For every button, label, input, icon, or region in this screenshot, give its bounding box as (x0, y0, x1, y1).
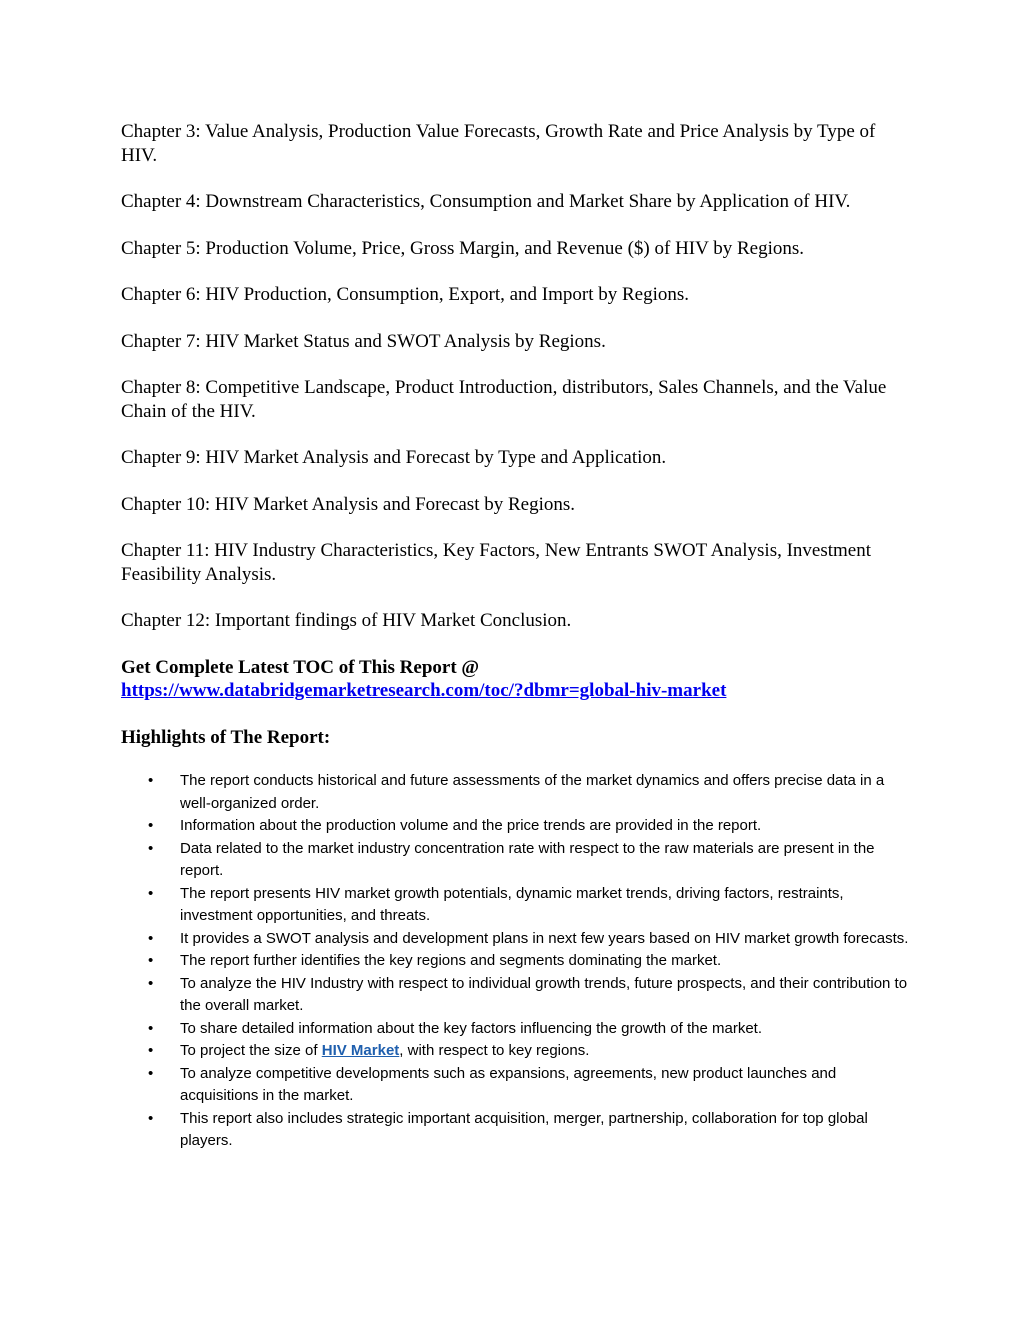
bullet-icon: • (148, 772, 154, 789)
list-item: • To analyze the HIV Industry with respect to individual growth trends, future prospects, and their contribution to the overall market. (148, 974, 908, 1014)
list-item: • The report further identifies the key regions and segments dominating the market. (121, 950, 911, 973)
bullet-icon: • (148, 974, 154, 992)
bullet-icon: • (148, 1042, 154, 1059)
chapter-12: Chapter 12: Important findings of HIV Market Conclusion. (121, 610, 572, 631)
list-item: • To share detailed information about the key factors influencing the growth of the market. (121, 1018, 911, 1041)
bullet-icon: • (148, 839, 154, 857)
hiv-market-link[interactable]: HIV Market (321, 1042, 400, 1059)
bullet-icon: • (148, 1019, 154, 1037)
toc-label: Get Complete Latest TOC of This Report @ (121, 656, 480, 678)
list-item: • This report also includes strategic important acquisition, merger, partnership, collaboration for top global players. (148, 1109, 868, 1149)
bullet-icon: • (148, 952, 154, 969)
highlights-heading: Highlights of The Report: (121, 726, 331, 748)
bullet-icon: • (148, 1109, 154, 1127)
chapter-9: Chapter 9: HIV Market Analysis and Forecast by Type and Application. (121, 447, 667, 468)
chapter-11: Chapter 11: HIV Industry Characteristics, Key Factors, New Entrants SWOT Analysis, Investment Feasibility Analysis. (121, 540, 872, 585)
toc-link[interactable]: https://www.databridgemarketresearch.com/toc/?dbmr=global-hiv-market (121, 680, 727, 701)
chapter-6: Chapter 6: HIV Production, Consumption, Export, and Import by Regions. (121, 284, 690, 305)
chapter-10: Chapter 10: HIV Market Analysis and Forecast by Regions. (121, 493, 575, 515)
list-item: • To analyze competitive developments such as expansions, agreements, new product launches and acquisitions in the market. (148, 1064, 837, 1104)
list-item: • Data related to the market industry concentration rate with respect to the raw materials are present in the report. (148, 839, 875, 879)
list-item: • The report presents HIV market growth potentials, dynamic market trends, driving factors, restraints, investment opportunities, and threats. (148, 884, 844, 924)
chapter-3: Chapter 3: Value Analysis, Production Value Forecasts, Growth Rate and Price Analysis by Type of HIV. (121, 121, 876, 166)
list-item: • To project the size of HIV Market, with respect to key regions. (121, 1040, 911, 1063)
bullet-icon: • (148, 884, 154, 902)
list-item: • Information about the production volume and the price trends are provided in the report. (121, 815, 911, 838)
chapter-4: Chapter 4: Downstream Characteristics, Consumption and Market Share by Application of HIV. (121, 191, 851, 212)
document-page (121, 120, 911, 1153)
bullet-icon: • (148, 1064, 154, 1082)
chapter-5: Chapter 5: Production Volume, Price, Gross Margin, and Revenue ($) of HIV by Regions. (121, 237, 805, 259)
toc-callout (121, 656, 911, 703)
highlights-list (121, 770, 911, 1153)
chapter-8: Chapter 8: Competitive Landscape, Product Introduction, distributors, Sales Channels, and the Value Chain of the HIV. (121, 377, 887, 422)
list-item: • It provides a SWOT analysis and development plans in next few years based on HIV market growth forecasts. (121, 928, 911, 951)
list-item: • The report conducts historical and future assessments of the market dynamics and offers precise data in a well-organized order. (148, 772, 885, 812)
bullet-icon: • (148, 929, 154, 947)
bullet-icon: • (148, 817, 154, 834)
chapter-7: Chapter 7: HIV Market Status and SWOT Analysis by Regions. (121, 330, 606, 352)
